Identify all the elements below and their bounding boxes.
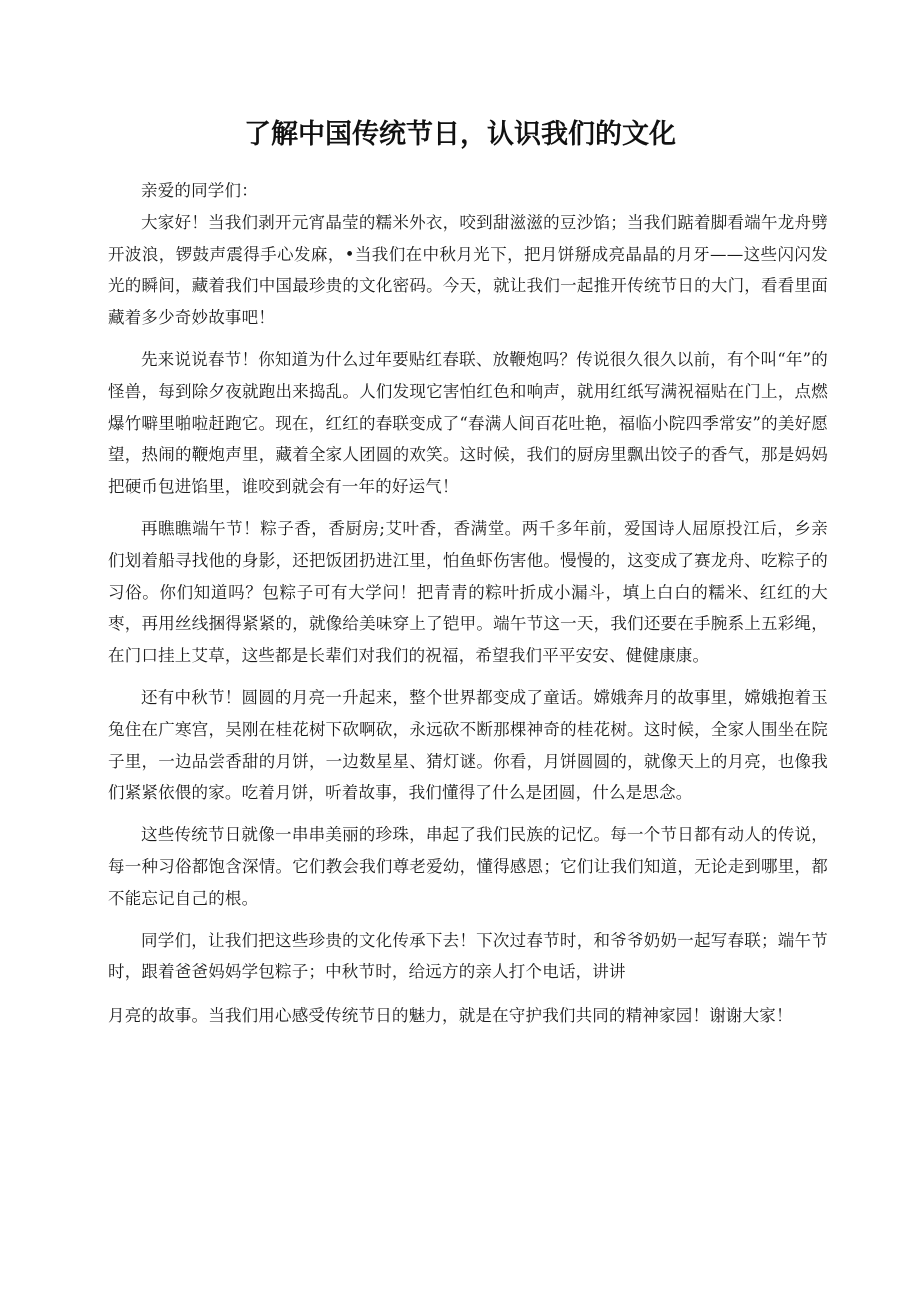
paragraph-spacer <box>108 503 828 513</box>
document-title: 了解中国传统节日，认识我们的文化 <box>244 119 676 150</box>
paragraph-mid-autumn: 还有中秋节！圆圆的月亮一升起来，整个世界都变成了童话。嫦娥奔月的故事里，嫦娥抱着玉兔住在广寒宫，吴刚在桂花树下砍啊砍，永远砍不断那棵神奇的桂花树。这时候，全家人围坐在院子里，一边品尝香甜的月饼，一边数星星、猜灯谜。你看，月饼圆圆的，就像天上的月亮，也像我们紧紧依偎的家。吃着月饼，听着故事，我们懂得了什么是团圆，什么是思念。 <box>108 687 828 803</box>
paragraph-spacer <box>108 672 828 682</box>
paragraph-spring-festival: 先来说说春节！你知道为什么过年要贴红春联、放鞭炮吗？传说很久很久以前，有个叫“年”的怪兽，每到除夕夜就跑出来捣乱。人们发现它害怕红色和响声，就用红纸写满祝福贴在门上，点燃爆竹噼里啪啦赶跑它。现在，红红的春联变成了“春满人间百花吐艳，福临小院四季常安”的美好愿望，热闹的鞭炮声里，藏着全家人团圆的欢笑。这时候，我们的厨房里飘出饺子的香气，那是妈妈把硬币包进馅里，谁咬到就会有一年的好运气！ <box>108 349 828 497</box>
document-body <box>108 175 828 1032</box>
paragraph-call-to-action: 同学们，让我们把这些珍贵的文化传承下去！下次过春节时，和爷爷奶奶一起写春联；端午节时，跟着爸爸妈妈学包粽子；中秋节时，给远方的亲人打个电话，讲讲 <box>108 930 828 982</box>
closing-line: 月亮的故事。当我们用心感受传统节日的魅力，就是在守护我们共同的精神家园！谢谢大家！ <box>108 1006 793 1026</box>
paragraph-summary: 这些传统节日就像一串串美丽的珍珠，串起了我们民族的记忆。每一个节日都有动人的传说，每一种习俗都饱含深情。它们教会我们尊老爱幼，懂得感恩；它们让我们知道，无论走到哪里，都不能忘记自己的根。 <box>108 825 828 908</box>
paragraph-spacer <box>108 915 828 925</box>
paragraph-dragon-boat: 再瞧瞧端午节！粽子香，香厨房;艾叶香，香满堂。两千多年前，爱国诗人屈原投江后，乡亲们划着船寻找他的身影，还把饭团扔进江里，怕鱼虾伤害他。慢慢的，这变成了赛龙舟、吃粽子的习俗。你们知道吗？包粽子可有大学问！把青青的粽叶折成小漏斗，填上白白的糯米、红红的大枣，再用丝线捆得紧紧的，就像给美味穿上了铠甲。端午节这一天，我们还要在手腕系上五彩绳，在门口挂上艾草，这些都是长辈们对我们的祝福，希望我们平平安安、健健康康。 <box>108 518 828 666</box>
paragraph-spacer <box>108 334 828 344</box>
paragraph-spacer <box>108 809 828 819</box>
paragraph-intro: 大家好！当我们剥开元宵晶莹的糯米外衣，咬到甜滋滋的豆沙馅；当我们踮着脚看端午龙舟劈开波浪，锣鼓声震得手心发麻，•当我们在中秋月光下，把月饼掰成亮晶晶的月牙——这些闪闪发光的瞬间，藏着我们中国最珍贵的文化密码。今天，就让我们一起推开传统节日的大门，看看里面藏着多少奇妙故事吧！ <box>108 212 828 328</box>
greeting-line: 亲爱的同学们： <box>141 181 258 200</box>
